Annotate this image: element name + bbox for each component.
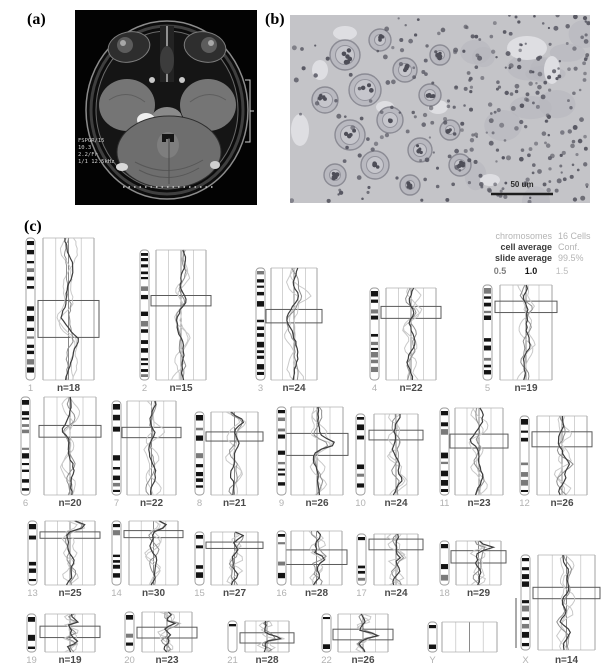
chromosome-unit-6 [21, 397, 101, 495]
chromosome-n-label: n=29 [466, 588, 491, 599]
chromosome-n-label: n=24 [384, 588, 408, 599]
chromosome-number-label: 3 [257, 383, 264, 394]
mri-overlay-line: 10.3 [78, 145, 92, 151]
chromosome-number-label: 19 [26, 655, 37, 666]
chromosome-unit-X [516, 555, 600, 650]
chromosome-n-label: n=14 [554, 655, 579, 666]
ratio-tick-05: 0.5 [493, 266, 507, 276]
chromosome-unit-9 [277, 407, 348, 495]
chromosome-number-label: 4 [371, 383, 378, 394]
chromosome-unit-5 [483, 285, 557, 380]
chromosome-ideogram [256, 268, 265, 380]
chromosome-unit-15 [195, 532, 263, 585]
ratio-tick-15: 1.5 [555, 266, 569, 276]
legend-row [428, 242, 604, 253]
chromosome-number-label: 15 [194, 588, 205, 599]
chromosome-number-label: 8 [196, 498, 203, 509]
chromosome-unit-10 [356, 414, 423, 495]
chromosome-n-label: n=23 [155, 655, 179, 666]
chromosome-unit-8 [195, 412, 263, 495]
chromosome-number-label: 6 [22, 498, 29, 509]
chromosome-number-label: X [522, 655, 529, 666]
chromosome-n-label: n=30 [141, 588, 166, 599]
chromosome-unit-18 [440, 541, 506, 585]
chromosome-number-label: 16 [276, 588, 287, 599]
chromosome-number-label: 20 [124, 655, 135, 666]
chromosome-unit-7 [112, 401, 181, 495]
chromosome-n-label: n=24 [384, 498, 408, 509]
chromosome-n-label: n=25 [58, 588, 82, 599]
chromosome-n-label: n=26 [550, 498, 574, 509]
legend-slide-average-label: slide average [494, 253, 552, 263]
chromosome-number-label: 18 [439, 588, 450, 599]
chromosome-number-label: 14 [111, 588, 122, 599]
chromosome-n-label: n=18 [56, 383, 81, 394]
chromosome-n-label: n=28 [304, 588, 329, 599]
chromosome-unit-1 [26, 238, 99, 380]
chromosome-unit-16 [277, 531, 347, 585]
legend-row [428, 231, 604, 242]
chromosome-number-label: 22 [321, 655, 332, 666]
mri-overlay-line: 1/1 12.5kHz [78, 159, 115, 165]
chromosome-unit-12 [520, 416, 592, 495]
chromosome-n-label: n=22 [139, 498, 164, 509]
chromosome-n-label: n=19 [514, 383, 538, 394]
chromosome-unit-21 [228, 621, 294, 652]
panel-b-label: (b) [265, 11, 285, 28]
chromosome-unit-Y [428, 622, 497, 652]
chromosome-unit-11 [440, 408, 508, 495]
chromosome-number-label: 21 [227, 655, 238, 666]
chromosome-n-label: n=27 [222, 588, 247, 599]
chromosome-number-label: 2 [141, 383, 148, 394]
chromosome-unit-20 [125, 612, 197, 652]
chromosome-n-label: n=21 [222, 498, 247, 509]
chromosome-number-label: 11 [439, 498, 450, 509]
panel-c-label: (c) [24, 218, 42, 235]
chromosome-number-label: 10 [355, 498, 366, 509]
chromosome-number-label: 17 [356, 588, 367, 599]
chromosome-number-label: 9 [278, 498, 285, 509]
chromosome-unit-22 [322, 614, 393, 652]
chromosome-number-label: 7 [113, 498, 120, 509]
scale-bar-label: 50 um [510, 180, 534, 189]
chromosome-number-label: Y [429, 655, 436, 666]
mri-overlay-line: 2.2/Fr [78, 152, 98, 158]
chromosome-n-label: n=23 [467, 498, 491, 509]
chromosome-ideogram [357, 534, 366, 585]
chromosome-n-label: n=22 [399, 383, 423, 394]
chromosome-unit-2 [140, 250, 211, 380]
chromosome-n-label: n=26 [305, 498, 329, 509]
legend-conf-label: Conf. [558, 242, 580, 252]
chromosome-number-label: 13 [27, 588, 38, 599]
chromosome-number-label: 5 [484, 383, 491, 394]
chromosome-unit-13 [28, 521, 100, 585]
chromosome-unit-19 [27, 614, 100, 652]
chromosome-unit-14 [112, 521, 183, 585]
chromosome-n-label: n=28 [255, 655, 279, 666]
chromosome-n-label: n=26 [351, 655, 375, 666]
chromosome-ideogram [28, 521, 37, 585]
chromosome-n-label: n=24 [282, 383, 306, 394]
chromosome-number-label: 1 [27, 383, 34, 394]
chromosome-unit-4 [370, 288, 441, 380]
chromosome-n-label: n=15 [169, 383, 193, 394]
cgh-legend [428, 231, 604, 264]
legend-conf-value: 99.5% [558, 253, 584, 263]
legend-cells-value: 16 Cells [558, 231, 591, 241]
chromosome-n-label: n=19 [58, 655, 82, 666]
mri-overlay-line: FSPGR/15 [78, 138, 105, 144]
chromosome-n-label: n=20 [58, 498, 82, 509]
ratio-tick-10: 1.0 [524, 266, 538, 276]
chromosome-number-label: 12 [519, 498, 530, 509]
legend-row [428, 253, 604, 264]
panel-a-label: (a) [27, 11, 46, 28]
legend-cell-average-label: cell average [500, 242, 552, 252]
chromosome-unit-3 [256, 268, 322, 380]
chromosome-unit-17 [357, 534, 423, 585]
legend-chromosomes-label: chromosomes [495, 231, 552, 241]
